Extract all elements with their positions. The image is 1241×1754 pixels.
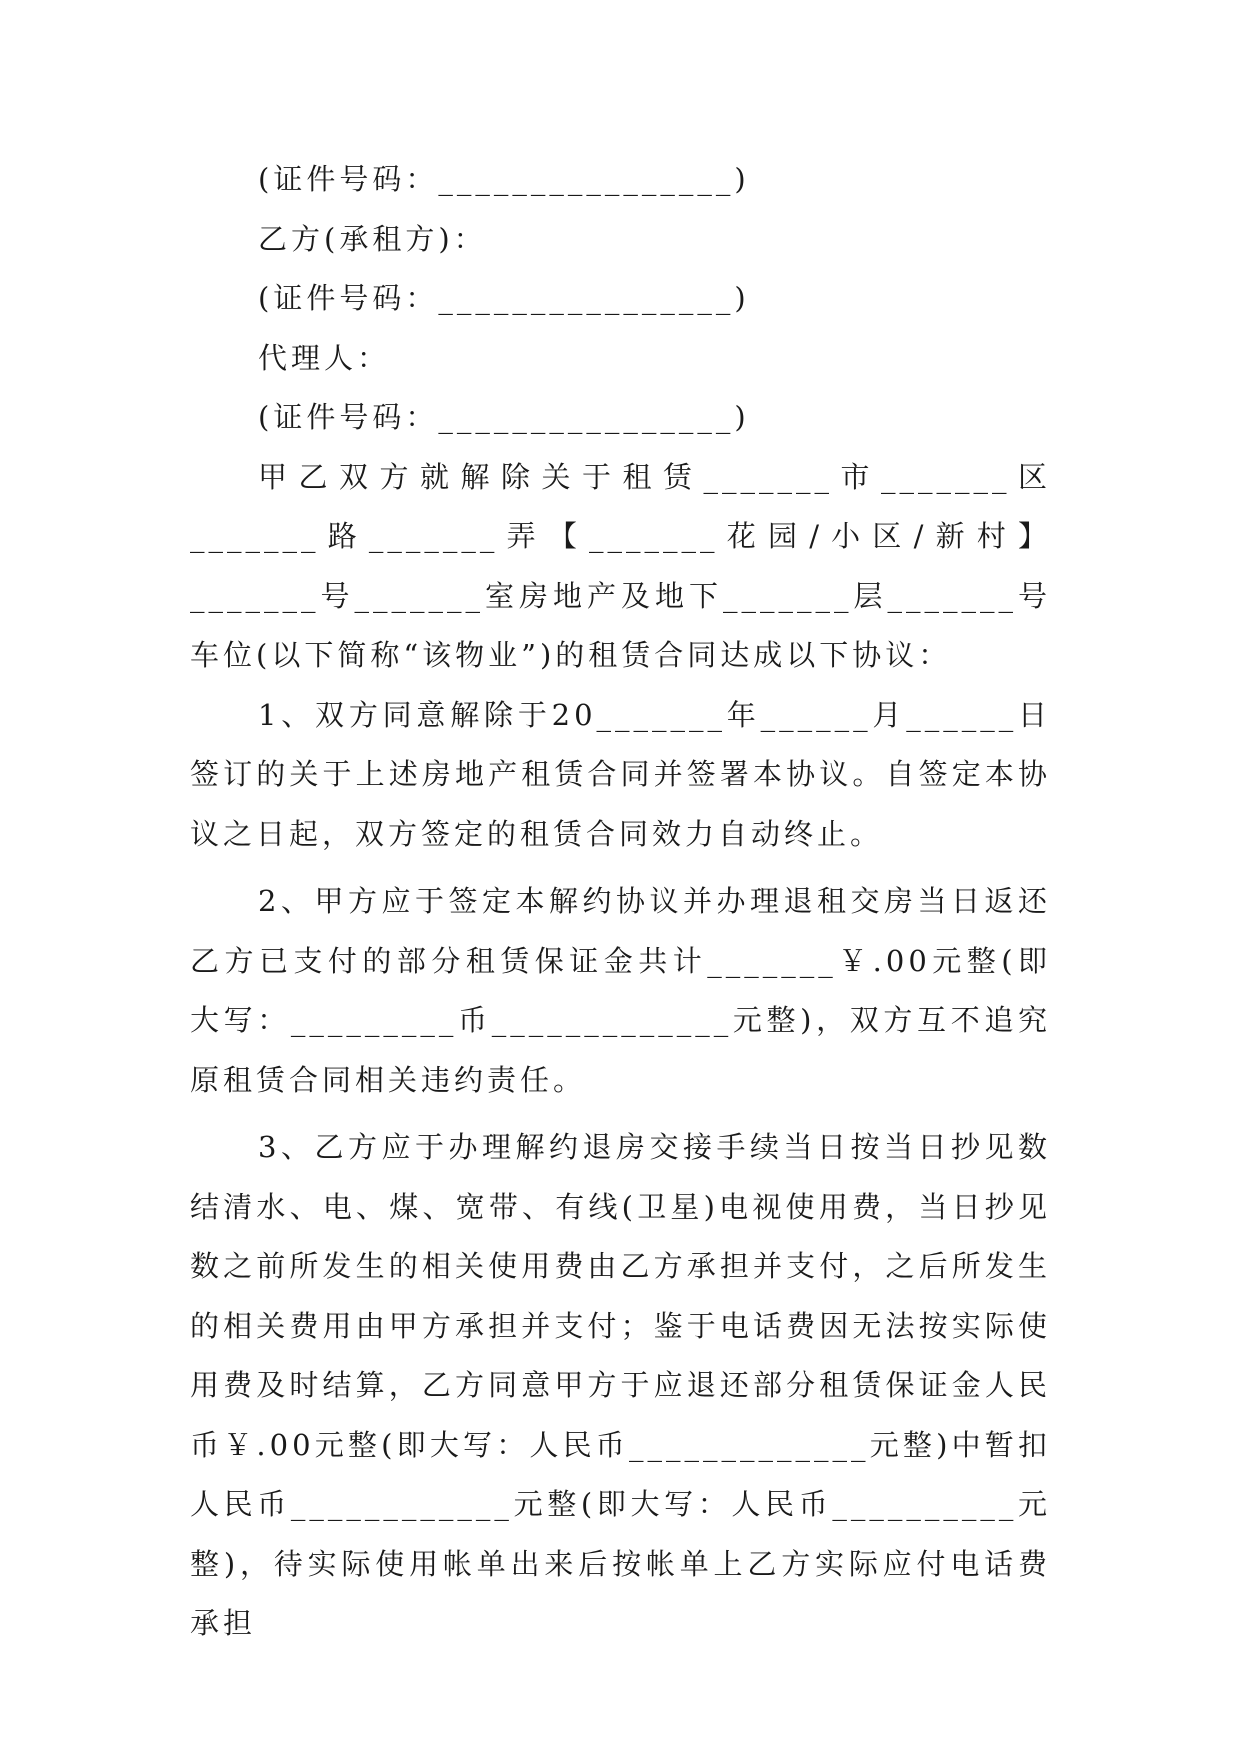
clause-2-paragraph: 2、甲方应于签定本解约协议并办理退租交房当日返还乙方已支付的部分租赁保证金共计_______￥.00元整(即大写：_________币_____________元整)，双方互不追究原租赁合同相关违约责任。 (190, 884, 1051, 1097)
paragraph-spacer (190, 864, 1051, 872)
agent-label: 代理人： (258, 340, 391, 375)
clause-3-paragraph: 3、乙方应于办理解约退房交接手续当日按当日抄见数结清水、电、煤、宽带、有线(卫星)电视使用费，当日抄见数之前所发生的相关使用费由乙方承担并支付，之后所发生的相关费用由甲方承担并支付；鉴于电话费因无法按实际使用费及时结算，乙方同意甲方于应退还部分租赁保证金人民币￥.00元整(即大写：人民币_____________元整)中暂扣人民币____________元整(即大写：人民币__________元整)，待实际使用帐单出来后按帐单上乙方实际应付电话费承担 (190, 1130, 1051, 1640)
paragraph-spacer (190, 1110, 1051, 1118)
id-number-line-2: (证件号码：________________) (258, 281, 750, 315)
clause-1-paragraph: 1、双方同意解除于20_______年______月______日签订的关于上述房地产租赁合同并签署本协议。自签定本协议之日起，双方签定的租赁合同效力自动终止。 (190, 697, 1051, 851)
document-body (190, 150, 1051, 1654)
party-b-label: 乙方(承租方)： (258, 221, 487, 256)
intro-paragraph: 甲乙双方就解除关于租赁_______市_______区_______路_______弄【_______花园/小区/新村】_______号_______室房地产及地下_______层_______号车位(以下简称“该物业”)的租赁合同达成以下协议： (190, 459, 1051, 672)
id-number-line-1: (证件号码：________________) (258, 162, 750, 196)
id-number-line-3: (证件号码：________________) (258, 400, 750, 434)
